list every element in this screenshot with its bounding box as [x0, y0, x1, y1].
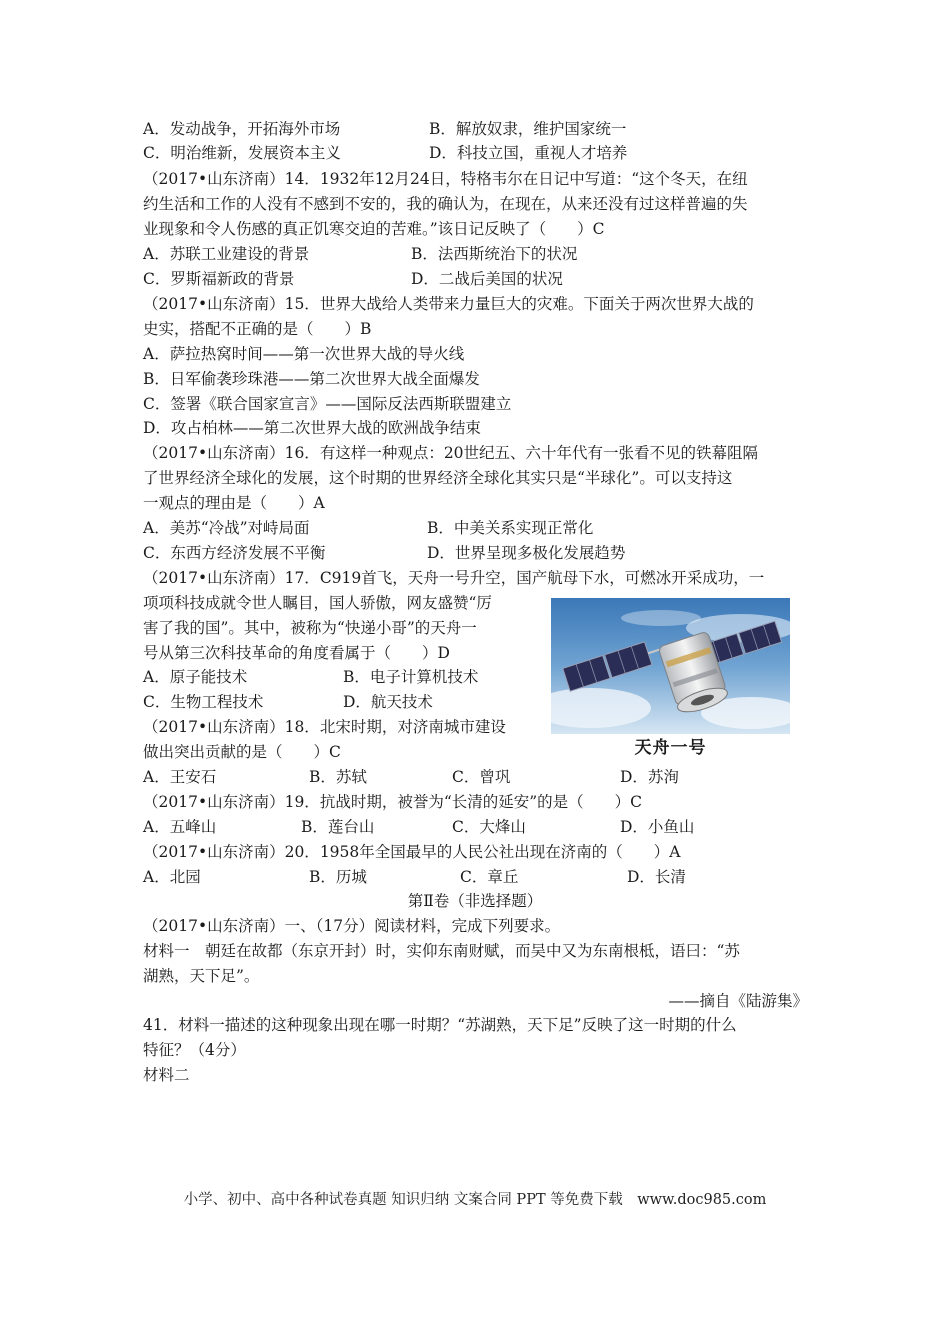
q17-stem-line-3: 害了我的国”。其中，被称为“快递小哥”的天舟一	[143, 619, 477, 637]
q19-stem: （2017•山东济南）19．抗战时期，被誉为“长清的延安”的是（ ）C	[143, 793, 643, 811]
spacecraft-image	[551, 598, 790, 734]
q16-option-a: A．美苏“冷战”对峙局面	[143, 519, 310, 537]
q15-option-a: A．萨拉热窝时间——第一次世界大战的导火线	[143, 345, 465, 363]
q16-stem-line-1: （2017•山东济南）16．有这样一种观点：20世纪五、六十年代有一张看不见的铁幕阻隔	[143, 444, 759, 462]
q20-option-c: C．章丘	[460, 868, 519, 886]
q16-stem-line-3: 一观点的理由是（ ）A	[143, 494, 325, 512]
q15-option-d: D．攻占柏林——第二次世界大战的欧洲战争结束	[143, 419, 481, 437]
q18-stem-line-2: 做出突出贡献的是（ ）C	[143, 743, 341, 761]
q13-option-b: B．解放奴隶，维护国家统一	[429, 120, 627, 138]
q14-option-b: B．法西斯统治下的状况	[411, 245, 578, 263]
material-1-line-1: 材料一 朝廷在故都（东京开封）时，实仰东南财赋，而吴中又为东南根柢，语曰：“苏	[143, 942, 740, 960]
q19-option-c: C．大烽山	[452, 818, 526, 836]
q16-option-c: C．东西方经济发展不平衡	[143, 544, 326, 562]
q13-option-c: C．明治维新，发展资本主义	[143, 144, 341, 162]
figure-caption: 天舟一号	[634, 738, 707, 758]
q20-option-a: A．北园	[143, 868, 201, 886]
q18-option-c: C．曾巩	[452, 768, 511, 786]
q17-stem-line-4: 号从第三次科技革命的角度看属于（ ）D	[143, 644, 450, 662]
q19-option-b: B．莲台山	[301, 818, 375, 836]
q15-stem-line-2: 史实，搭配不正确的是（ ）B	[143, 320, 372, 338]
q19-option-d: D．小鱼山	[620, 818, 695, 836]
q16-option-b: B．中美关系实现正常化	[427, 519, 594, 537]
q15-stem-line-1: （2017•山东济南）15．世界大战给人类带来力量巨大的灾难。下面关于两次世界大战的	[143, 295, 754, 313]
part1-heading: （2017•山东济南）一、（17分）阅读材料，完成下列要求。	[143, 917, 561, 935]
q20-stem: （2017•山东济南）20．1958年全国最早的人民公社出现在济南的（ ）A	[143, 843, 681, 861]
q19-option-a: A．五峰山	[143, 818, 217, 836]
q17-option-b: B．电子计算机技术	[343, 668, 479, 686]
q16-option-d: D．世界呈现多极化发展趋势	[427, 544, 626, 562]
q18-option-a: A．王安石	[143, 768, 217, 786]
q14-stem-line-1: （2017•山东济南）14．1932年12月24日，特格韦尔在日记中写道：“这个冬天，在纽	[143, 170, 748, 188]
material-2-heading: 材料二	[143, 1066, 190, 1084]
q20-option-d: D．长清	[627, 868, 686, 886]
q14-stem-line-2: 约生活和工作的人没有不感到不安的，我的确认为，在现在，从来还没有过这样普遍的失	[143, 195, 748, 213]
material-1-line-2: 湖熟，天下足”。	[143, 967, 260, 985]
q18-stem-line-1: （2017•山东济南）18．北宋时期，对济南城市建设	[143, 718, 506, 736]
q15-option-c: C．签署《联合国家宣言》——国际反法西斯联盟建立	[143, 395, 512, 413]
tianzhou-figure	[551, 598, 790, 761]
q17-stem-line-1: （2017•山东济南）17．C919首飞，天舟一号升空，国产航母下水，可燃冰开采成功，一	[143, 569, 765, 587]
q41-line-2: 特征？（4分）	[143, 1041, 246, 1059]
q18-option-b: B．苏轼	[309, 768, 367, 786]
q15-option-b: B．日军偷袭珍珠港——第二次世界大战全面爆发	[143, 370, 480, 388]
section-title: 第Ⅱ卷（非选择题）	[407, 892, 543, 910]
q14-option-a: A．苏联工业建设的背景	[143, 245, 310, 263]
q18-option-d: D．苏洵	[620, 768, 679, 786]
q13-option-a: A．发动战争，开拓海外市场	[143, 120, 341, 138]
q13-option-d: D．科技立国，重视人才培养	[429, 144, 628, 162]
q17-option-c: C．生物工程技术	[143, 693, 264, 711]
q14-option-d: D．二战后美国的状况	[411, 270, 563, 288]
q16-stem-line-2: 了世界经济全球化的发展，这个时期的世界经济全球化其实只是“半球化”。可以支持这	[143, 469, 733, 487]
material-1-source: ——摘自《陆游集》	[668, 992, 808, 1010]
q17-stem-line-2: 项项科技成就令世人瞩目，国人骄傲，网友盛赞“厉	[143, 594, 492, 612]
q20-option-b: B．历城	[309, 868, 367, 886]
q14-option-c: C．罗斯福新政的背景	[143, 270, 295, 288]
q17-option-a: A．原子能技术	[143, 668, 248, 686]
page-footer: 小学、初中、高中各种试卷真题 知识归纳 文案合同 PPT 等免费下载 www.doc985.com	[183, 1192, 767, 1208]
q14-stem-line-3: 业现象和令人伤感的真正饥寒交迫的苦难。”该日记反映了（ ）C	[143, 220, 605, 238]
q17-option-d: D．航天技术	[343, 693, 433, 711]
q41-line-1: 41．材料一描述的这种现象出现在哪一时期？“苏湖熟，天下足”反映了这一时期的什么	[143, 1016, 737, 1034]
